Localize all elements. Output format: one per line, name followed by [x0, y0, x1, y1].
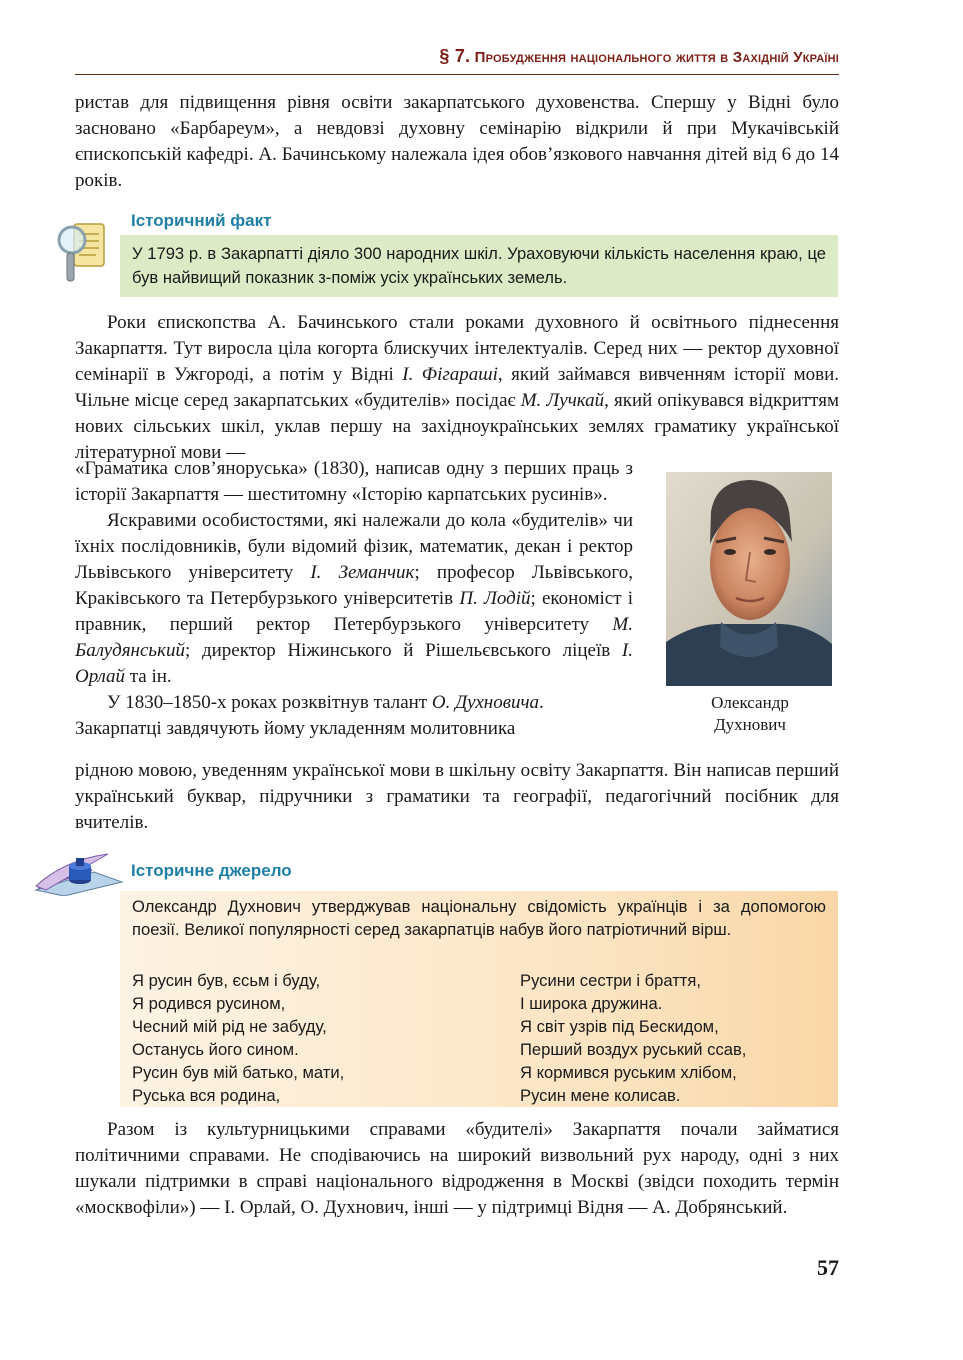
p2-text-d: ; директор Ніжинського й Рішельєвського ліцеїв: [184, 640, 622, 661]
scroll-magnifier-icon: [52, 214, 112, 286]
p1-name-luchkai: М. Лучкай: [520, 390, 605, 411]
portrait-caption: [650, 692, 850, 736]
poem-left-column: [132, 969, 344, 1107]
poem-line: Перший воздух руський ссав,: [520, 1040, 747, 1059]
body-paragraph-rest: [75, 758, 839, 836]
historical-fact-box: [120, 235, 838, 297]
paragraph-2: [75, 508, 633, 690]
p2-text-e: та ін.: [125, 666, 172, 687]
intro-paragraph: [75, 90, 839, 194]
section-number: § 7.: [439, 46, 471, 66]
p3-text-a: У 1830–1850-х роках розквітнув талант: [107, 692, 432, 713]
historical-fact-title: Історичний факт: [131, 211, 272, 230]
p2-name-zemanchyk: І. Земанчик: [310, 562, 415, 583]
body-paragraph-narrow: [75, 456, 633, 742]
poem-line: Чесний мій рід не забуду,: [132, 1017, 327, 1036]
poem-line: Я родився русином,: [132, 994, 286, 1013]
p2-name-orlai: І. Орлай: [75, 640, 633, 687]
section-title: Пробудження національного життя в Західній Україні: [474, 49, 839, 66]
p3-name-dukhnovych: О. Духновича: [431, 692, 540, 713]
paragraph-3-start: [75, 690, 633, 716]
p2-text-b: ; професор Львівського, Краківського та Петербурзького університетів: [75, 562, 633, 609]
p1-text-c: , який опікувався відкриттям нових сільських шкіл, уклав першу на західноукраїнських землях граматику української літературної мови —: [75, 390, 839, 463]
poem-line: Русини сестри і браття,: [520, 971, 702, 990]
paragraph-1: [75, 310, 839, 466]
historical-source-box: [120, 891, 838, 1107]
intro-text: ристав для підвищення рівня освіти закарпатського духовенства. Спершу у Відні було засновано «Барбареум», а невдовзі духовну семінарію відкрили й при Мукачівській єпископській кафедрі. А. Бачинському належала ідея обов’язкового навчання дітей від 6 до 14 років.: [75, 92, 839, 191]
historical-fact-text: У 1793 р. в Закарпатті діяло 300 народних шкіл. Ураховуючи кількість населення краю, це був найвищий показник з-поміж усіх українських земель.: [132, 244, 826, 287]
body-paragraph-full: [75, 310, 839, 466]
p3-text-b: .: [539, 692, 544, 713]
p3-text-d: рідною мовою, уведенням української мови в шкільну освіту Закарпаття. Він написав перший український буквар, підручники з граматики та географії, педагогічний посібник для вчителів.: [75, 760, 839, 833]
p1-text-a: Роки єпископства А. Бачинського стали роками духовного й освітнього піднесення Закарпаття. Тут виросла ціла когорта блискучих інтелектуалів. Серед них — ректор духовної семінарії в Ужгороді, а потім у Відні: [75, 312, 839, 385]
p1-name-figarashi: І. Фігараші: [402, 364, 498, 385]
p2-text-c: ; економіст і правник, перший ректор Петербурзького університету: [75, 588, 633, 635]
inkwell-quill-icon: [34, 852, 126, 896]
source-intro: Олександр Духнович утверджував національну свідомість українців і за допомогою поезії. Великої популярності серед закарпатців набув його патріотичний вірш.: [132, 897, 826, 939]
poem-line: Руська вся родина,: [132, 1086, 281, 1105]
p2-text-a: Яскравими особистостями, які належали до кола «будителів» чи їхніх послідовників, були відомий фізик, математик, декан і ректор Львівського університету: [75, 510, 633, 583]
poem-line: Я русин був, єсьм і буду,: [132, 971, 321, 990]
poem-line: Я світ узрів під Бескидом,: [520, 1017, 719, 1036]
dukhnovych-portrait-icon: [666, 472, 832, 686]
poem-line: Я кормився руським хлібом,: [520, 1063, 737, 1082]
poem-line: Русин мене колисав.: [520, 1086, 681, 1105]
caption-line-1: Олександр: [711, 693, 789, 712]
p2-name-baludianskyi: М. Балудянський: [75, 614, 633, 661]
portrait-image: [666, 472, 832, 686]
final-paragraph: [75, 1117, 839, 1221]
section-heading: [439, 46, 839, 66]
p1-text-d: «Граматика слов’янoруська» (1830), написав одну з перших праць з історії Закарпаття — шеститомну «Історію карпатських русинів».: [75, 458, 633, 505]
p1-text-b: , який займався вивченням історії мови. Чільне місце серед закарпатських «будителів» посідає: [75, 364, 840, 411]
page-number: 57: [817, 1255, 839, 1280]
poem-line: І широка дружина.: [520, 994, 663, 1013]
final-text: Разом із культурницькими справами «будителі» Закарпаття почали займатися політичними справами. Не сподіваючись на широкий визвольний рух народу, одні з них шукали підтримки в справі національного відродження в Москві (звідси походить термін «москвофіли») — І. Орлай, О. Духнович, інші — у підтримці Відня — А. Добрянський.: [75, 1119, 839, 1218]
p2-name-lodii: П. Лодій: [459, 588, 531, 609]
poem-line: Русин був мій батько, мати,: [132, 1063, 345, 1082]
p3-text-c: Закарпатці завдячують йому укладенням молитовника: [75, 718, 516, 739]
poem-line: Останусь його сином.: [132, 1040, 299, 1059]
poem-right-column: [520, 969, 746, 1107]
historical-source-title: Історичне джерело: [131, 861, 292, 880]
caption-line-2: Духнович: [714, 715, 786, 734]
running-header: [75, 46, 839, 75]
